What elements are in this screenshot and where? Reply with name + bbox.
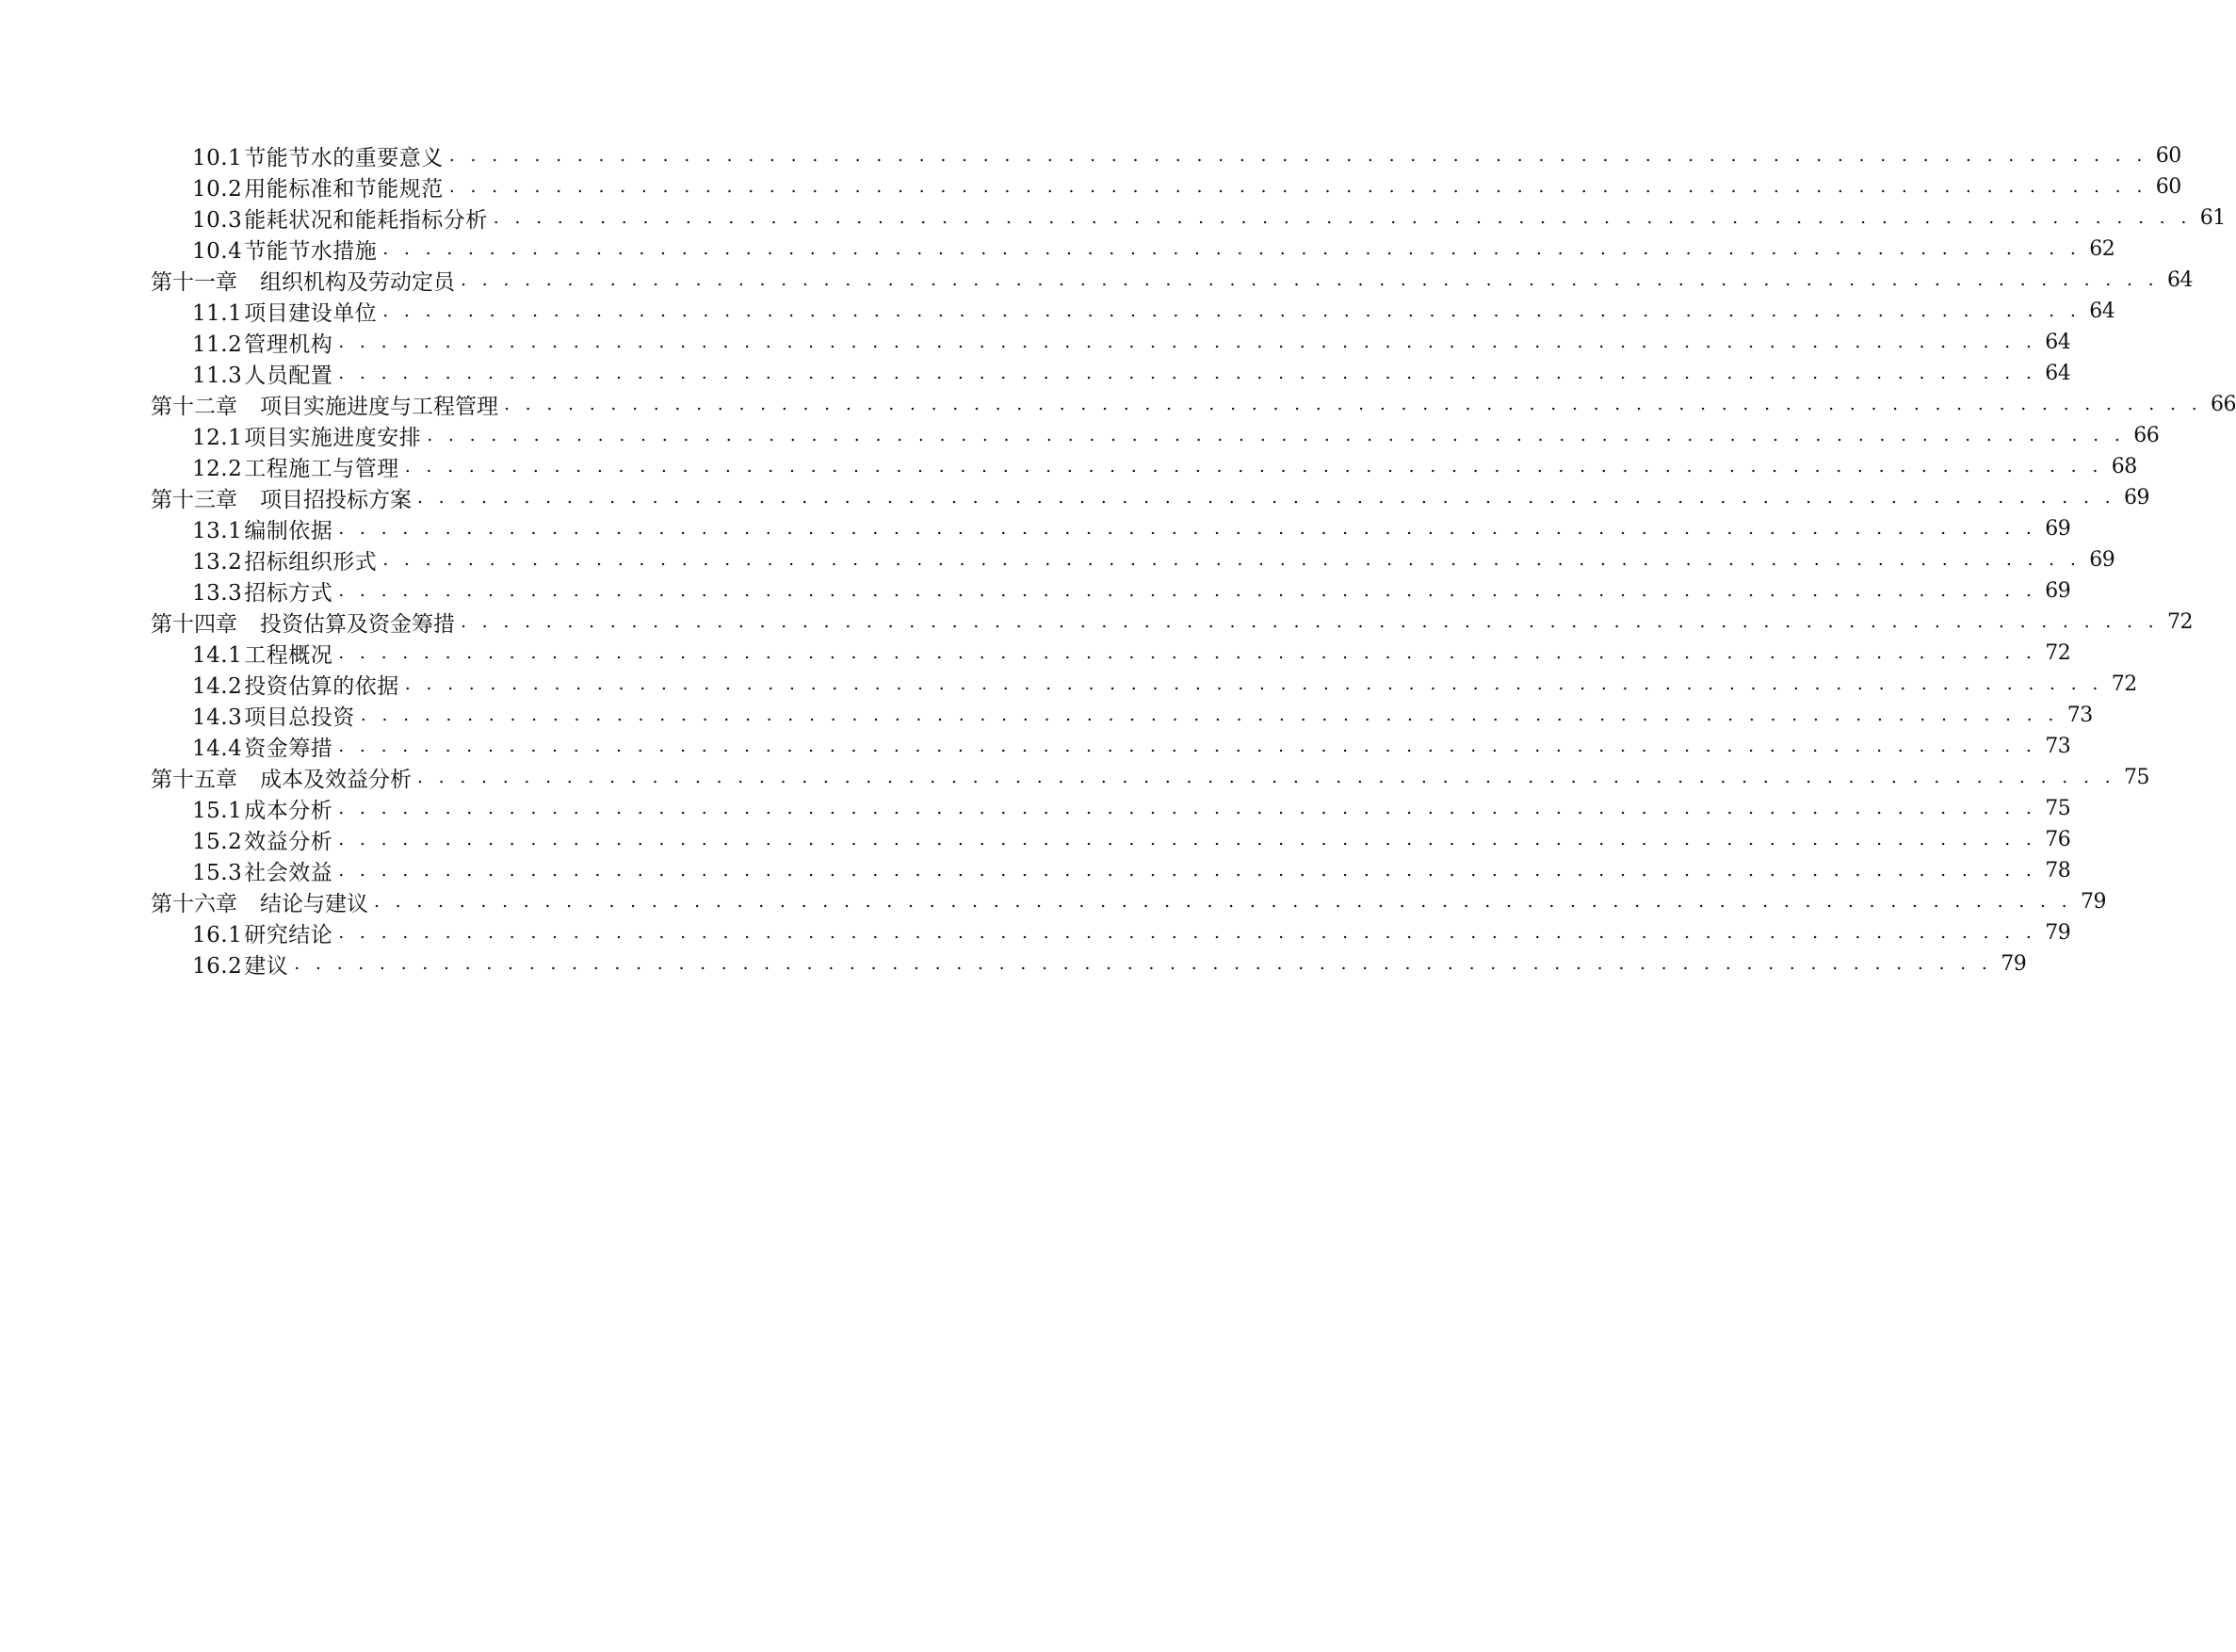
- page-number: 73: [2045, 735, 2071, 758]
- toc-entry-heading: [192, 669, 405, 700]
- section-number: 15.1: [192, 799, 243, 823]
- toc-entry-heading: [192, 296, 382, 327]
- toc-section-entry[interactable]: [0, 327, 2071, 358]
- page-number: 75: [2124, 766, 2149, 789]
- toc-entry-heading: [151, 482, 417, 513]
- entry-title: 工程施工与管理: [244, 457, 399, 481]
- dot-leader: . . . . . . . . . . . . . . . . . . . . . . . . . . . . . . . . . . . . . . . . . . . . . . . . . . . . . . . . . . . . . . . . . . . . . . . . . . . . . . . .: [294, 952, 1993, 974]
- toc-entry-heading: [192, 234, 382, 265]
- page-number: 69: [2089, 548, 2115, 572]
- section-number: 13.3: [192, 581, 243, 606]
- page-number: 69: [2045, 517, 2071, 541]
- page-number: 72: [2045, 641, 2071, 665]
- dot-leader: . . . . . . . . . . . . . . . . . . . . . . . . . . . . . . . . . . . . . . . . . . . . . . . . . . . . . . . . . . . . . . . . . . . . . . . . . . . . . . . .: [338, 362, 2037, 383]
- page-number: 75: [2045, 797, 2071, 820]
- toc-entry-heading: [192, 948, 294, 980]
- dot-leader: . . . . . . . . . . . . . . . . . . . . . . . . . . . . . . . . . . . . . . . . . . . . . . . . . . . . . . . . . . . . . . . . . . . . . . . . . . . . . . . .: [382, 237, 2082, 259]
- entry-title: 成本及效益分析: [260, 768, 412, 792]
- section-number: 11.3: [192, 364, 243, 388]
- chapter-number: 第十一章: [151, 270, 237, 295]
- toc-section-entry[interactable]: [0, 575, 2071, 607]
- entry-title: 资金筹措: [244, 737, 333, 761]
- toc-entry-heading: [192, 638, 338, 669]
- toc-section-entry[interactable]: [0, 855, 2071, 886]
- toc-entry-heading: [151, 886, 374, 917]
- dot-leader: . . . . . . . . . . . . . . . . . . . . . . . . . . . . . . . . . . . . . . . . . . . . . . . . . . . . . . . . . . . . . . . . . . . . . . . . . . . . . . . .: [427, 424, 2126, 445]
- toc-entry-heading: [192, 420, 427, 451]
- page-number: 72: [2167, 610, 2193, 634]
- toc-section-entry[interactable]: [0, 544, 2115, 575]
- toc-section-entry[interactable]: [0, 824, 2071, 855]
- entry-title: 编制依据: [244, 519, 333, 543]
- dot-leader: . . . . . . . . . . . . . . . . . . . . . . . . . . . . . . . . . . . . . . . . . . . . . . . . . . . . . . . . . . . . . . . . . . . . . . . . . . . . . . . .: [360, 704, 2059, 725]
- chapter-number: 第十五章: [151, 768, 237, 792]
- dot-leader: . . . . . . . . . . . . . . . . . . . . . . . . . . . . . . . . . . . . . . . . . . . . . . . . . . . . . . . . . . . . . . . . . . . . . . . . . . . . . . . .: [338, 797, 2037, 818]
- toc-section-entry[interactable]: [0, 296, 2115, 327]
- toc-entry-heading: [151, 762, 417, 793]
- page-number: 66: [2133, 424, 2160, 447]
- section-number: 10.1: [192, 146, 243, 170]
- toc-entry-heading: [192, 451, 405, 482]
- page-number: 76: [2045, 828, 2071, 851]
- toc-section-entry[interactable]: [0, 731, 2071, 762]
- toc-section-entry[interactable]: [0, 638, 2071, 669]
- toc-entry-heading: [192, 824, 338, 855]
- toc-entry-heading: [192, 731, 338, 762]
- toc-section-entry[interactable]: [0, 948, 2027, 980]
- entry-title: 项目招投标方案: [260, 488, 412, 512]
- page-number: 62: [2089, 237, 2115, 261]
- toc-chapter-entry[interactable]: [0, 482, 2149, 513]
- dot-leader: . . . . . . . . . . . . . . . . . . . . . . . . . . . . . . . . . . . . . . . . . . . . . . . . . . . . . . . . . . . . . . . . . . . . . . . . . . . . . . . .: [338, 641, 2037, 663]
- toc-chapter-entry[interactable]: [0, 265, 2193, 296]
- entry-title: 节能节水措施: [244, 239, 378, 264]
- dot-leader: . . . . . . . . . . . . . . . . . . . . . . . . . . . . . . . . . . . . . . . . . . . . . . . . . . . . . . . . . . . . . . . . . . . . . . . . . . . . . . . .: [404, 672, 2103, 694]
- page-number: 60: [2155, 175, 2181, 199]
- toc-entry-heading: [192, 358, 338, 389]
- section-number: 10.4: [192, 239, 243, 264]
- page-number: 69: [2045, 579, 2071, 603]
- dot-leader: . . . . . . . . . . . . . . . . . . . . . . . . . . . . . . . . . . . . . . . . . . . . . . . . . . . . . . . . . . . . . . . . . . . . . . . . . . . . . . . .: [448, 175, 2147, 197]
- toc-entry-heading: [192, 793, 338, 824]
- page-number: 61: [2199, 206, 2226, 230]
- page-number: 79: [2081, 890, 2106, 914]
- section-number: 14.4: [192, 737, 243, 761]
- toc-section-entry[interactable]: [0, 171, 2181, 202]
- section-number: 10.2: [192, 177, 243, 202]
- entry-title: 用能标准和节能规范: [244, 177, 444, 202]
- dot-leader: . . . . . . . . . . . . . . . . . . . . . . . . . . . . . . . . . . . . . . . . . . . . . . . . . . . . . . . . . . . . . . . . . . . . . . . . . . . . . . . .: [382, 300, 2082, 321]
- section-number: 15.3: [192, 861, 243, 885]
- toc-section-entry[interactable]: [0, 234, 2115, 265]
- toc-entry-heading: [151, 607, 461, 638]
- page-number: 69: [2124, 486, 2149, 510]
- entry-title: 项目总投资: [244, 705, 355, 730]
- dot-leader: . . . . . . . . . . . . . . . . . . . . . . . . . . . . . . . . . . . . . . . . . . . . . . . . . . . . . . . . . . . . . . . . . . . . . . . . . . . . . . . .: [338, 828, 2037, 850]
- page-number: 64: [2089, 300, 2115, 323]
- page-number: 79: [2045, 921, 2071, 945]
- entry-title: 管理机构: [244, 332, 333, 357]
- dot-leader: . . . . . . . . . . . . . . . . . . . . . . . . . . . . . . . . . . . . . . . . . . . . . . . . . . . . . . . . . . . . . . . . . . . . . . . . . . . . . . . .: [338, 859, 2037, 881]
- table-of-contents: [0, 140, 2236, 980]
- page-number: 73: [2066, 704, 2093, 727]
- toc-entry-heading: [192, 855, 338, 886]
- section-number: 14.1: [192, 643, 243, 668]
- page-number: 66: [2211, 393, 2236, 416]
- entry-title: 项目实施进度安排: [244, 426, 422, 450]
- toc-entry-heading: [192, 513, 338, 544]
- entry-title: 投资估算及资金筹措: [260, 612, 455, 637]
- toc-entry-heading: [192, 202, 494, 234]
- toc-section-entry[interactable]: [0, 202, 2226, 234]
- section-number: 16.2: [192, 954, 243, 979]
- toc-chapter-entry[interactable]: [0, 389, 2236, 420]
- toc-entry-heading: [192, 544, 382, 575]
- dot-leader: . . . . . . . . . . . . . . . . . . . . . . . . . . . . . . . . . . . . . . . . . . . . . . . . . . . . . . . . . . . . . . . . . . . . . . . . . . . . . . . .: [461, 610, 2159, 632]
- dot-leader: . . . . . . . . . . . . . . . . . . . . . . . . . . . . . . . . . . . . . . . . . . . . . . . . . . . . . . . . . . . . . . . . . . . . . . . . . . . . . . . .: [417, 486, 2115, 508]
- entry-title: 人员配置: [244, 364, 333, 388]
- section-number: 13.2: [192, 550, 243, 575]
- toc-section-entry[interactable]: [0, 420, 2160, 451]
- toc-section-entry[interactable]: [0, 700, 2093, 731]
- toc-entry-heading: [192, 171, 449, 202]
- chapter-number: 第十六章: [151, 892, 237, 916]
- section-number: 12.1: [192, 426, 243, 450]
- toc-entry-heading: [151, 265, 461, 296]
- toc-section-entry[interactable]: [0, 669, 2137, 700]
- dot-leader: . . . . . . . . . . . . . . . . . . . . . . . . . . . . . . . . . . . . . . . . . . . . . . . . . . . . . . . . . . . . . . . . . . . . . . . . . . . . . . . .: [417, 766, 2115, 787]
- dot-leader: . . . . . . . . . . . . . . . . . . . . . . . . . . . . . . . . . . . . . . . . . . . . . . . . . . . . . . . . . . . . . . . . . . . . . . . . . . . . . . . .: [338, 735, 2037, 756]
- page-number: 64: [2167, 268, 2193, 292]
- toc-chapter-entry[interactable]: [0, 886, 2106, 917]
- entry-title: 项目建设单位: [244, 301, 378, 326]
- dot-leader: . . . . . . . . . . . . . . . . . . . . . . . . . . . . . . . . . . . . . . . . . . . . . . . . . . . . . . . . . . . . . . . . . . . . . . . . . . . . . . . .: [448, 144, 2147, 166]
- entry-title: 招标方式: [244, 581, 333, 606]
- chapter-number: 第十二章: [151, 395, 237, 419]
- dot-leader: . . . . . . . . . . . . . . . . . . . . . . . . . . . . . . . . . . . . . . . . . . . . . . . . . . . . . . . . . . . . . . . . . . . . . . . . . . . . . . . .: [461, 268, 2159, 290]
- entry-title: 能耗状况和能耗指标分析: [244, 208, 488, 233]
- toc-entry-heading: [192, 327, 338, 358]
- page-number: 64: [2045, 331, 2071, 354]
- section-number: 11.2: [192, 332, 243, 357]
- entry-title: 招标组织形式: [244, 550, 378, 575]
- entry-title: 建议: [244, 954, 289, 979]
- entry-title: 成本分析: [244, 799, 333, 823]
- toc-section-entry[interactable]: [0, 793, 2071, 824]
- toc-entry-heading: [192, 140, 449, 171]
- page-number: 64: [2045, 362, 2071, 385]
- dot-leader: . . . . . . . . . . . . . . . . . . . . . . . . . . . . . . . . . . . . . . . . . . . . . . . . . . . . . . . . . . . . . . . . . . . . . . . . . . . . . . . .: [404, 455, 2103, 477]
- entry-title: 效益分析: [244, 830, 333, 854]
- entry-title: 投资估算的依据: [244, 674, 399, 699]
- page-number: 60: [2155, 144, 2181, 168]
- section-number: 16.1: [192, 923, 243, 947]
- toc-section-entry[interactable]: [0, 513, 2071, 544]
- entry-title: 研究结论: [244, 923, 333, 947]
- section-number: 14.2: [192, 674, 243, 699]
- toc-section-entry[interactable]: [0, 451, 2137, 482]
- toc-section-entry[interactable]: [0, 358, 2071, 389]
- page-number: 78: [2045, 859, 2071, 883]
- dot-leader: . . . . . . . . . . . . . . . . . . . . . . . . . . . . . . . . . . . . . . . . . . . . . . . . . . . . . . . . . . . . . . . . . . . . . . . . . . . . . . . .: [493, 206, 2192, 228]
- toc-chapter-entry[interactable]: [0, 607, 2193, 638]
- dot-leader: . . . . . . . . . . . . . . . . . . . . . . . . . . . . . . . . . . . . . . . . . . . . . . . . . . . . . . . . . . . . . . . . . . . . . . . . . . . . . . . .: [504, 393, 2202, 414]
- dot-leader: . . . . . . . . . . . . . . . . . . . . . . . . . . . . . . . . . . . . . . . . . . . . . . . . . . . . . . . . . . . . . . . . . . . . . . . . . . . . . . . .: [338, 331, 2037, 352]
- page-number: 72: [2111, 672, 2137, 696]
- chapter-number: 第十四章: [151, 612, 237, 637]
- section-number: 10.3: [192, 208, 243, 233]
- section-number: 13.1: [192, 519, 243, 543]
- toc-section-entry[interactable]: [0, 140, 2181, 171]
- entry-title: 组织机构及劳动定员: [260, 270, 455, 295]
- page-number: 79: [2001, 952, 2027, 976]
- dot-leader: . . . . . . . . . . . . . . . . . . . . . . . . . . . . . . . . . . . . . . . . . . . . . . . . . . . . . . . . . . . . . . . . . . . . . . . . . . . . . . . .: [374, 890, 2072, 912]
- section-number: 11.1: [192, 301, 243, 326]
- dot-leader: . . . . . . . . . . . . . . . . . . . . . . . . . . . . . . . . . . . . . . . . . . . . . . . . . . . . . . . . . . . . . . . . . . . . . . . . . . . . . . . .: [338, 921, 2037, 943]
- section-number: 15.2: [192, 830, 243, 854]
- toc-entry-heading: [151, 389, 504, 420]
- section-number: 14.3: [192, 705, 243, 730]
- entry-title: 节能节水的重要意义: [244, 146, 444, 170]
- toc-entry-heading: [192, 917, 338, 948]
- page-number: 68: [2111, 455, 2137, 478]
- entry-title: 项目实施进度与工程管理: [260, 395, 498, 419]
- entry-title: 工程概况: [244, 643, 333, 668]
- entry-title: 结论与建议: [260, 892, 368, 916]
- entry-title: 社会效益: [244, 861, 333, 885]
- toc-chapter-entry[interactable]: [0, 762, 2149, 793]
- toc-entry-heading: [192, 575, 338, 607]
- chapter-number: 第十三章: [151, 488, 237, 512]
- section-number: 12.2: [192, 457, 243, 481]
- toc-entry-heading: [192, 700, 361, 731]
- toc-section-entry[interactable]: [0, 917, 2071, 948]
- dot-leader: . . . . . . . . . . . . . . . . . . . . . . . . . . . . . . . . . . . . . . . . . . . . . . . . . . . . . . . . . . . . . . . . . . . . . . . . . . . . . . . .: [338, 579, 2037, 601]
- dot-leader: . . . . . . . . . . . . . . . . . . . . . . . . . . . . . . . . . . . . . . . . . . . . . . . . . . . . . . . . . . . . . . . . . . . . . . . . . . . . . . . .: [338, 517, 2037, 539]
- dot-leader: . . . . . . . . . . . . . . . . . . . . . . . . . . . . . . . . . . . . . . . . . . . . . . . . . . . . . . . . . . . . . . . . . . . . . . . . . . . . . . . .: [382, 548, 2082, 570]
